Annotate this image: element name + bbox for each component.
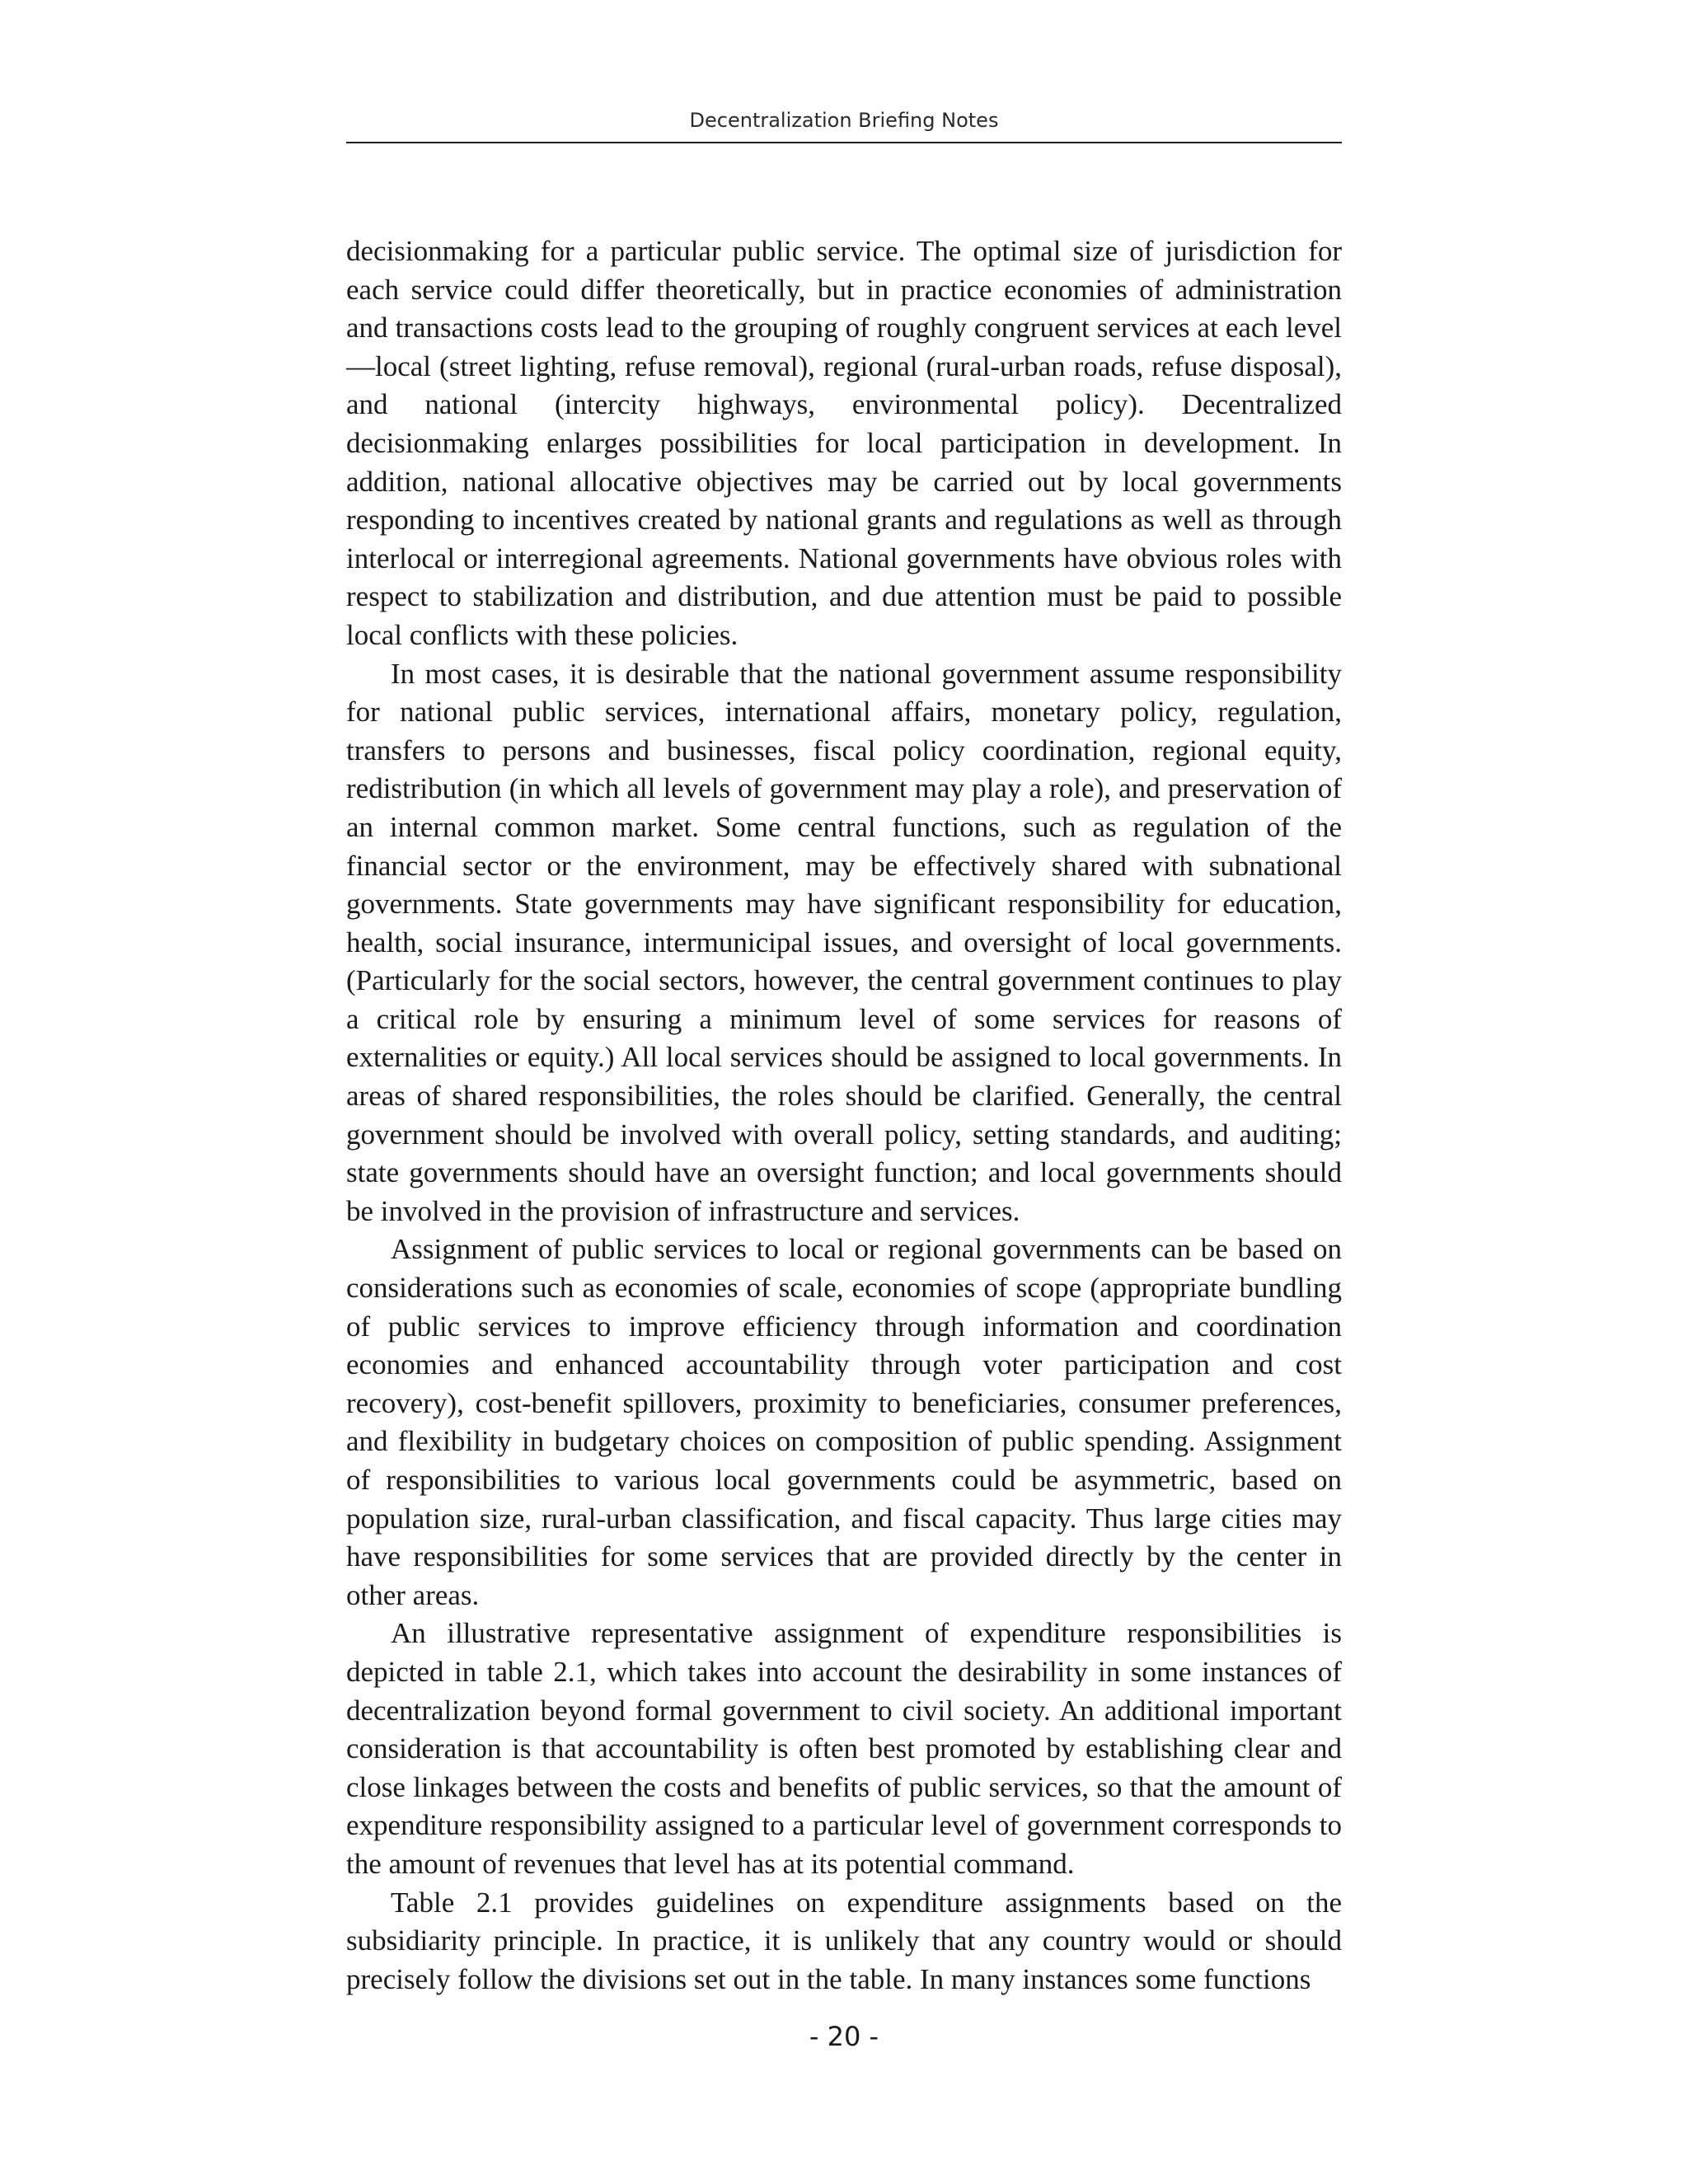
paragraph-table-guidelines: Table 2.1 provides guidelines on expenditure assignments based on the subsidiarity principle. In practice, it is unlikely that any country would or should precisely follow the divisions set out in the table. In many instances some functions [346,1886,1342,1995]
paragraph-assignment-criteria: Assignment of public services to local or regional governments can be based on considerations such as economies of scale, economies of scope (appropriate bundling of public services to improve efficiency through information and coordination economies and enhanced accountability through voter participation and cost recovery), cost-benefit spillovers, proximity to beneficiaries, consumer preferences, and flexibility in budgetary choices on composition of public spending. Assignment of responsibilities to various local governments could be asymmetric, based on population size, rural-urban classification, and fiscal capacity. Thus large cities may have responsibilities for some services that are provided directly by the center in other areas. [346,1233,1342,1611]
paragraph-national-responsibilities: In most cases, it is desirable that the national government assume responsibility for national public services, international affairs, monetary policy, regulation, transfers to persons and businesses, fiscal policy coordination, regional equity, redistribution (in which all levels of government may play a role), and preservation of an internal common market. Some central functions, such as regulation of the financial sector or the environment, may be effectively shared with subnational governments. State governments may have significant responsibility for education, health, social insurance, intermunicipal issues, and oversight of local governments. (Particularly for the social sectors, however, the central government continues to play a critical role by ensuring a minimum level of some services for reasons of externalities or equity.) All local services should be assigned to local governments. In areas of shared responsibilities, the roles should be clarified. Generally, the central government should be involved with overall policy, setting standards, and auditing; state governments should have an oversight function; and local governments should be involved in the provision of infrastructure and services. [346,657,1342,1227]
running-header: Decentralization Briefing Notes [689,109,999,132]
header-rule [346,142,1342,143]
paragraph-continuation: decisionmaking for a particular public service. The optimal size of jurisdiction for each service could differ theoretically, but in practice economies of administration and transactions costs lead to the grouping of roughly congruent services at each level—local (street lighting, refuse removal), regional (rural-urban roads, refuse disposal), and national (intercity highways, environmental policy). Decentralized decisionmaking enlarges possibilities for local participation in development. In addition, national allocative objectives may be carried out by local governments responding to incentives created by national grants and regulations as well as through interlocal or interregional agreements. National governments have obvious roles with respect to stabilization and distribution, and due attention must be paid to possible local conflicts with these policies. [346,235,1342,651]
paragraph-illustrative-assignment: An illustrative representative assignment of expenditure responsibilities is depicted in table 2.1, which takes into account the desirability in some instances of decentralization beyond formal government to civil society. An additional important consideration is that accountability is often best promoted by establishing clear and close linkages between the costs and benefits of public services, so that the amount of expenditure responsibility assigned to a particular level of government corresponds to the amount of revenues that level has at its potential command. [346,1617,1342,1880]
page-number: - 20 - [809,2021,879,2052]
body-text [346,232,1342,1999]
